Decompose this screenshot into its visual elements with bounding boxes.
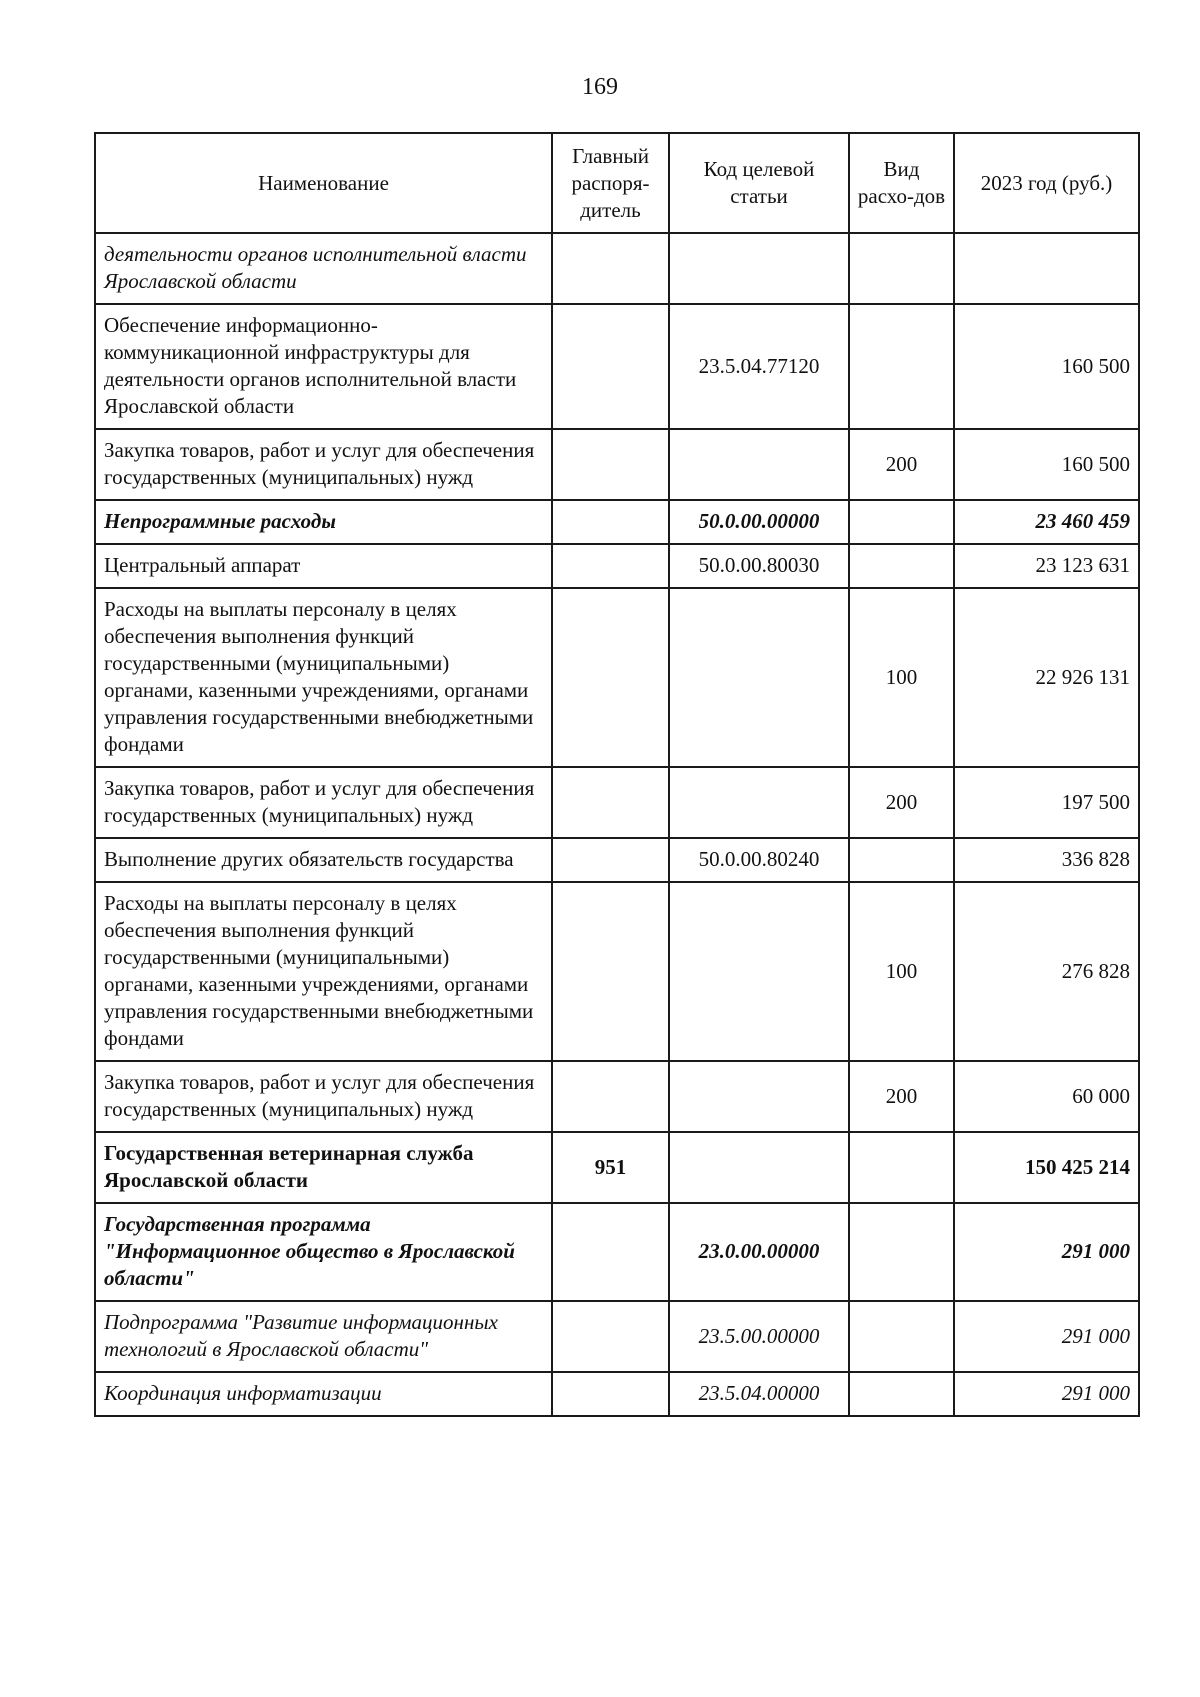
row-name-cell: Подпрограмма "Развитие информационных технологий в Ярославской области" [95,1301,552,1372]
row-amount-cell: 276 828 [954,882,1139,1061]
table-row [95,767,1139,838]
row-chief-administrator-cell [552,233,669,304]
row-target-article-code-cell [669,588,849,767]
page-number: 169 [582,74,618,100]
table-row [95,544,1139,588]
row-chief-administrator-cell [552,882,669,1061]
row-name-cell: Расходы на выплаты персоналу в целях обеспечения выполнения функций государственными (муниципальными) органами, казенными учреждениями, органами управления государственными внебюджетными фондами [95,882,552,1061]
row-expense-type-cell [849,1203,954,1301]
header-chief-administrator: Главный распоря-дитель [552,133,669,233]
table-row [95,1372,1139,1416]
row-expense-type-cell [849,1372,954,1416]
row-target-article-code-cell [669,882,849,1061]
row-expense-type-cell: 200 [849,429,954,500]
row-expense-type-cell: 100 [849,588,954,767]
header-row [95,133,1139,233]
row-amount-cell: 291 000 [954,1372,1139,1416]
row-target-article-code-cell [669,767,849,838]
row-name-cell: Центральный аппарат [95,544,552,588]
header-name: Наименование [95,133,552,233]
row-target-article-code-cell: 23.5.04.00000 [669,1372,849,1416]
row-chief-administrator-cell [552,767,669,838]
header-target-article-code: Код целевой статьи [669,133,849,233]
table-row [95,1061,1139,1132]
row-target-article-code-cell: 50.0.00.80030 [669,544,849,588]
table-row [95,1132,1139,1203]
row-target-article-code-cell [669,233,849,304]
row-amount-cell: 150 425 214 [954,1132,1139,1203]
row-chief-administrator-cell [552,500,669,544]
row-expense-type-cell [849,1132,954,1203]
row-target-article-code-cell [669,1132,849,1203]
table-row [95,429,1139,500]
table-row [95,1203,1139,1301]
row-name-cell: Выполнение других обязательств государства [95,838,552,882]
table-row [95,882,1139,1061]
row-target-article-code-cell: 50.0.00.00000 [669,500,849,544]
row-expense-type-cell [849,233,954,304]
row-amount-cell: 60 000 [954,1061,1139,1132]
table-row [95,500,1139,544]
row-name-cell: Непрограммные расходы [95,500,552,544]
table-row [95,838,1139,882]
header-amount-2023: 2023 год (руб.) [954,133,1139,233]
row-amount-cell: 22 926 131 [954,588,1139,767]
row-name-cell: Государственная программа "Информационное общество в Ярославской области" [95,1203,552,1301]
table-row [95,233,1139,304]
row-chief-administrator-cell [552,1061,669,1132]
row-target-article-code-cell: 23.5.04.77120 [669,304,849,429]
row-amount-cell: 336 828 [954,838,1139,882]
row-name-cell: Обеспечение информационно-коммуникационной инфраструктуры для деятельности органов исполнительной власти Ярославской области [95,304,552,429]
row-amount-cell: 291 000 [954,1203,1139,1301]
row-amount-cell: 23 123 631 [954,544,1139,588]
row-expense-type-cell [849,500,954,544]
row-chief-administrator-cell [552,544,669,588]
table-body [95,233,1139,1416]
row-expense-type-cell [849,1301,954,1372]
row-chief-administrator-cell [552,429,669,500]
row-chief-administrator-cell [552,1372,669,1416]
row-amount-cell: 291 000 [954,1301,1139,1372]
row-target-article-code-cell: 50.0.00.80240 [669,838,849,882]
budget-table [94,132,1140,1417]
row-name-cell: Закупка товаров, работ и услуг для обеспечения государственных (муниципальных) нужд [95,1061,552,1132]
row-target-article-code-cell: 23.0.00.00000 [669,1203,849,1301]
row-name-cell: Расходы на выплаты персоналу в целях обеспечения выполнения функций государственными (муниципальными) органами, казенными учреждениями, органами управления государственными внебюджетными фондами [95,588,552,767]
table-row [95,588,1139,767]
row-expense-type-cell [849,838,954,882]
table-header [95,133,1139,233]
row-chief-administrator-cell [552,304,669,429]
row-expense-type-cell: 200 [849,1061,954,1132]
row-name-cell: Закупка товаров, работ и услуг для обеспечения государственных (муниципальных) нужд [95,429,552,500]
row-target-article-code-cell [669,1061,849,1132]
row-name-cell: Государственная ветеринарная служба Ярославской области [95,1132,552,1203]
row-target-article-code-cell: 23.5.00.00000 [669,1301,849,1372]
header-expense-type: Вид расхо-дов [849,133,954,233]
row-amount-cell: 160 500 [954,304,1139,429]
row-chief-administrator-cell [552,1301,669,1372]
row-expense-type-cell [849,304,954,429]
row-target-article-code-cell [669,429,849,500]
row-name-cell: Закупка товаров, работ и услуг для обеспечения государственных (муниципальных) нужд [95,767,552,838]
row-expense-type-cell: 100 [849,882,954,1061]
table-row [95,304,1139,429]
row-name-cell: Координация информатизации [95,1372,552,1416]
row-chief-administrator-cell: 951 [552,1132,669,1203]
row-expense-type-cell: 200 [849,767,954,838]
row-amount-cell [954,233,1139,304]
table-row [95,1301,1139,1372]
row-chief-administrator-cell [552,838,669,882]
row-expense-type-cell [849,544,954,588]
row-amount-cell: 197 500 [954,767,1139,838]
row-chief-administrator-cell [552,588,669,767]
row-name-cell: деятельности органов исполнительной власти Ярославской области [95,233,552,304]
row-amount-cell: 160 500 [954,429,1139,500]
row-chief-administrator-cell [552,1203,669,1301]
row-amount-cell: 23 460 459 [954,500,1139,544]
